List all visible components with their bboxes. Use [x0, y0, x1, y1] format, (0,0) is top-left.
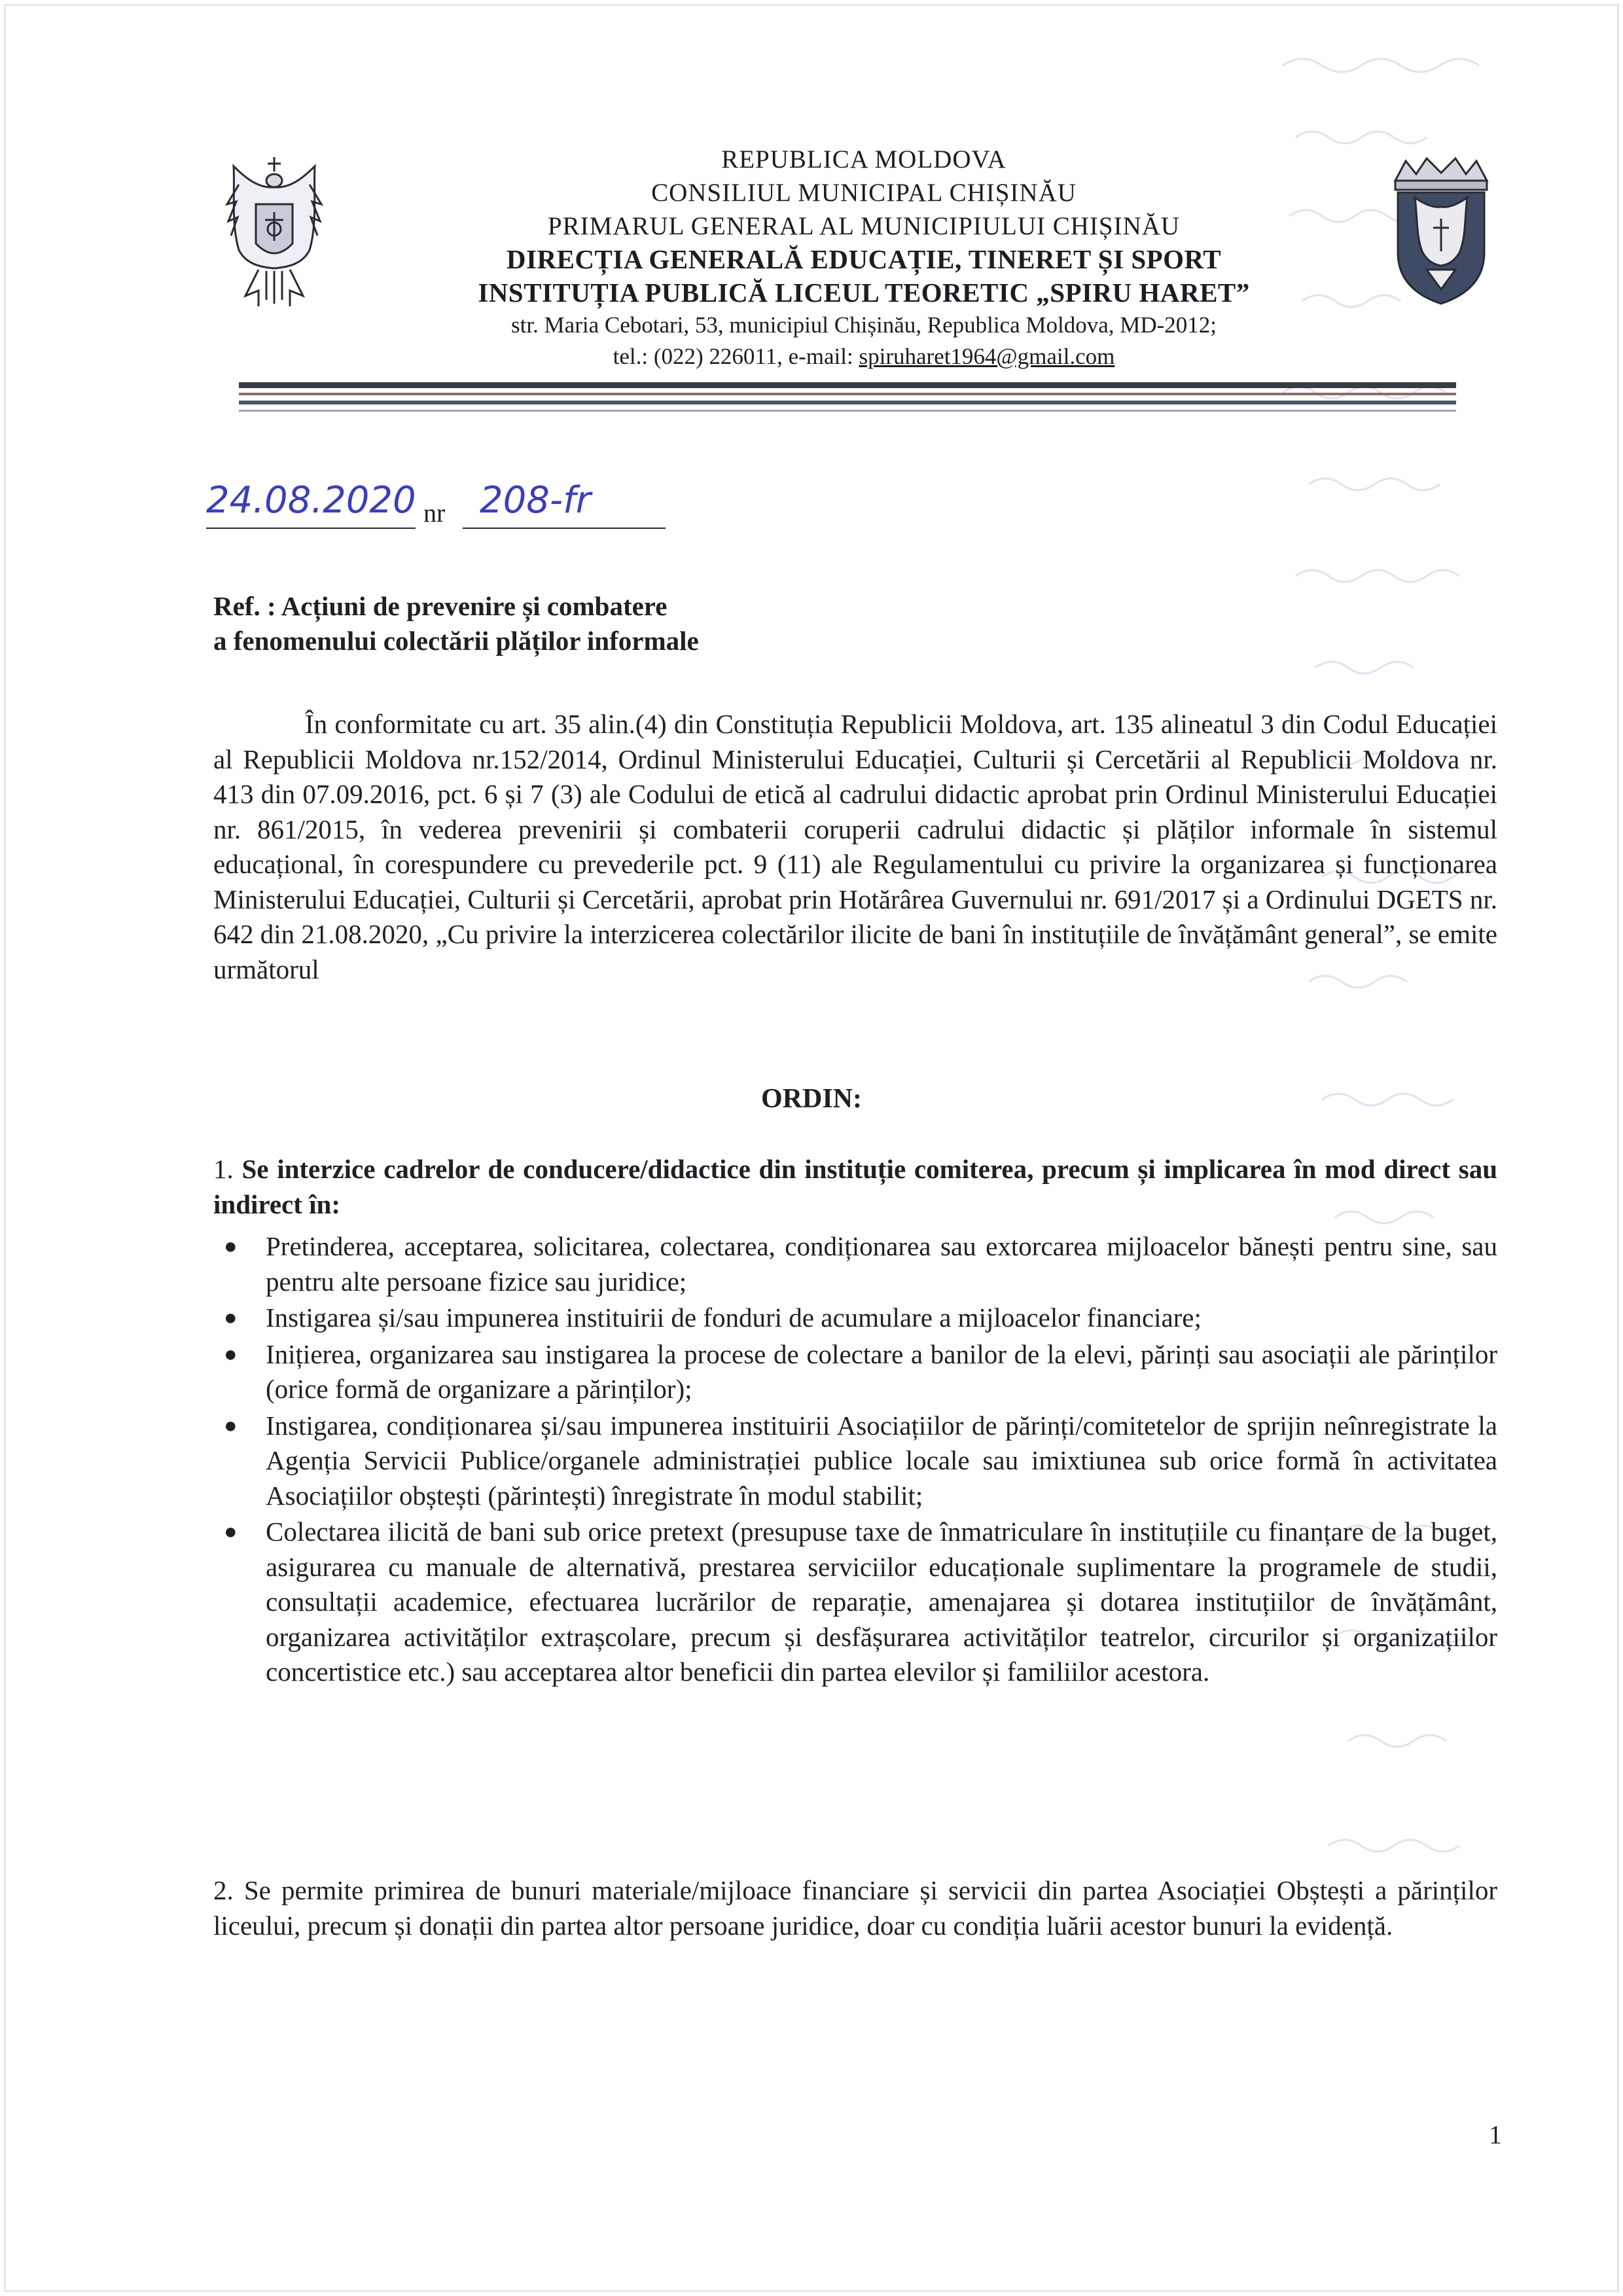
- bullet-icon: ●: [224, 1306, 238, 1330]
- header-rule: [239, 382, 1456, 388]
- order-title: ORDIN:: [761, 1084, 862, 1114]
- prohibitions-list: [213, 1229, 1497, 1691]
- bullet-icon: ●: [224, 1413, 238, 1438]
- chisinau-coat-of-arms-icon: [1386, 154, 1496, 309]
- header-email-link[interactable]: spiruharet1964@gmail.com: [859, 344, 1115, 369]
- number-label: nr: [423, 498, 446, 528]
- header-mayor: PRIMARUL GENERAL AL MUNICIPIULUI CHIȘINĂU: [547, 212, 1181, 240]
- list-item-text: Colectarea ilicită de bani sub orice pretext (presupuse taxe de înmatriculare în instituțiile cu finanțare de la buget, asigurarea cu manuale de alternativă, prestarea serviciilor educaționale suplimentare la programele de studii, consultații academice, efectuarea lucrărilor de reparație, amenajarea și dotarea instituțiilor de învățământ, organizarea activităților extrașcolare, precum și desfășurarea activităților teatrelor, circurilor și organizațiilor concertistice etc.) sau acceptarea altor beneficii din partea elevilor și familiilor acestora.: [266, 1516, 1497, 1687]
- header-institution: INSTITUȚIA PUBLICĂ LICEUL TEORETIC „SPIRU HARET”: [478, 278, 1250, 308]
- reference-line-1: Ref. : Acțiuni de prevenire și combatere: [213, 591, 668, 621]
- header-phone: tel.: (022) 226011, e-mail:: [613, 344, 859, 369]
- header-rule: [239, 410, 1456, 412]
- item-1-heading: [213, 1152, 1497, 1222]
- item-1-text: Se interzice cadrelor de conducere/didactice din instituție comiterea, precum și implicarea în mod direct sau indirect în:: [213, 1154, 1498, 1219]
- list-item-text: Instigarea, condiționarea și/sau impunerea instituirii Asociațiilor de părinți/comitetelor de sprijin neînregistrate la Agenția Servicii Publice/organele administrației publice locale sau imixtiunea sub orice formă în activitatea Asociațiilor obștești (părintești) înregistrate în modul stabilit;: [266, 1410, 1497, 1511]
- letterhead: [353, 143, 1374, 372]
- list-item: [213, 1300, 1497, 1336]
- handwritten-number: 208-fr: [480, 479, 591, 522]
- reference-line-2: a fenomenului colectării plăților informale: [213, 626, 699, 656]
- date-underline: [206, 528, 416, 529]
- header-contact: [353, 341, 1374, 372]
- moldova-coat-of-arms-icon: [219, 152, 329, 313]
- header-country: REPUBLICA MOLDOVA: [721, 145, 1007, 173]
- list-item: [213, 1229, 1497, 1299]
- bullet-icon: ●: [224, 1342, 238, 1367]
- header-council: CONSILIUL MUNICIPAL CHIȘINĂU: [651, 179, 1077, 207]
- list-item: [213, 1337, 1497, 1407]
- list-item-text: Pretinderea, acceptarea, solicitarea, colectarea, condiționarea sau extorcarea mijloacelor bănești pentru sine, sau pentru alte persoane fizice sau juridice;: [266, 1231, 1497, 1297]
- reference-subject: [213, 589, 1260, 658]
- header-rule: [239, 401, 1456, 404]
- header-address: str. Maria Cebotari, 53, municipiul Chișinău, Republica Moldova, MD-2012;: [510, 312, 1217, 338]
- item-2-paragraph: 2. Se permite primirea de bunuri materiale/mijloace financiare și servicii din partea Asociației Obștești a părinților liceului, precum și donații din partea altor persoane juridice, doar cu condiția luării acestor bunuri la evidență.: [213, 1875, 1497, 1941]
- bullet-icon: ●: [224, 1520, 238, 1544]
- list-item: [213, 1515, 1497, 1690]
- date-number-line: [206, 479, 730, 538]
- list-item: [213, 1408, 1497, 1514]
- page-number: 1: [1489, 2120, 1502, 2149]
- list-item-text: Instigarea și/sau impunerea instituirii de fonduri de acumulare a mijloacelor financiare;: [266, 1302, 1202, 1333]
- bullet-icon: ●: [224, 1234, 238, 1259]
- header-rule: [239, 393, 1456, 395]
- intro-paragraph: În conformitate cu art. 35 alin.(4) din Constituția Republicii Moldova, art. 135 alineatul 3 din Codul Educației al Republicii Moldova nr.152/2014, Ordinul Ministerului Educației, Culturii și Cercetării al Republicii Moldova nr. 413 din 07.09.2016, pct. 6 și 7 (3) ale Codului de etică al cadrului didactic aprobat prin Ordinul Ministerului Educației nr. 861/2015, în vederea prevenirii și combaterii coruperii cadrului didactic și plăților informale în sistemul educațional, în corespundere cu prevederile pct. 9 (11) ale Regulamentului cu privire la organizarea și funcționarea Ministerului Educației, Culturii și Cercetării, aprobat prin Hotărârea Guvernului nr. 691/2017 și a Ordinului DGETS nr. 642 din 21.08.2020, „Cu privire la interzicerea colectărilor ilicite de bani în instituțiile de învățământ general”, se emite următorul: [213, 709, 1497, 984]
- item-1-number: 1.: [213, 1154, 234, 1184]
- header-directorate: DIRECȚIA GENERALĂ EDUCAȚIE, TINERET ȘI SPORT: [506, 244, 1222, 274]
- handwritten-date: 24.08.2020: [206, 479, 416, 522]
- number-underline: [463, 528, 666, 529]
- list-item-text: Inițierea, organizarea sau instigarea la procese de colectare a banilor de la elevi, părinți sau asociații ale părinților (orice formă de organizare a părinților);: [266, 1338, 1497, 1404]
